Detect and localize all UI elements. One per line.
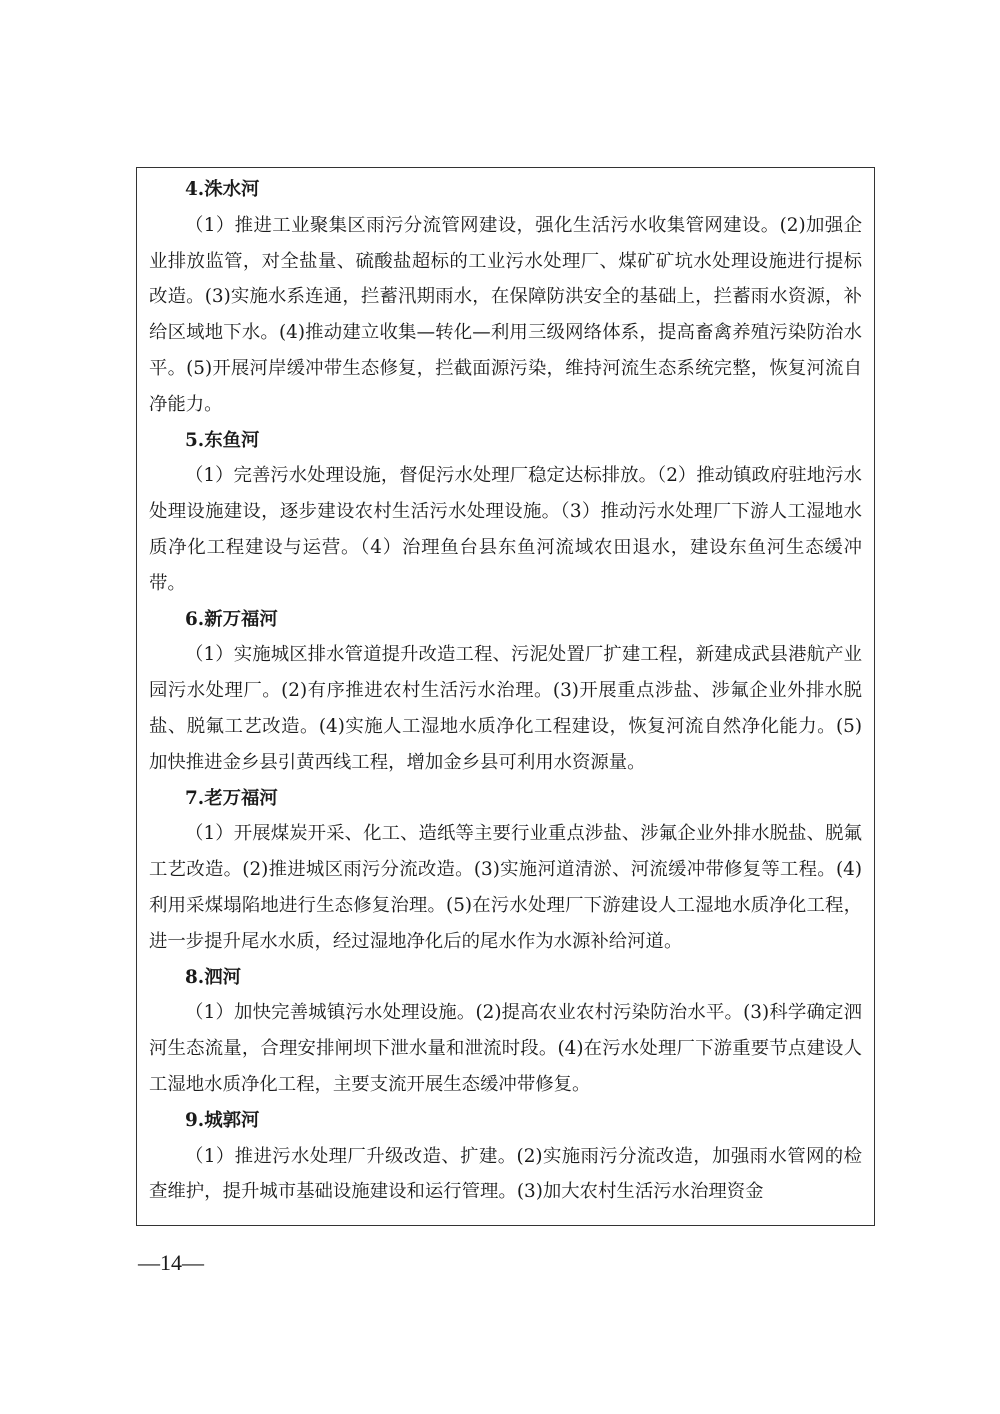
section-title-dongyu-river: 5.东鱼河 bbox=[185, 429, 260, 451]
section-title-xinwanfu-river: 6.新万福河 bbox=[185, 608, 278, 630]
section-body-si-river: （1）加快完善城镇污水处理设施。(2)提高农业农村污染防治水平。(3)科学确定泗河生态流量，合理安排闸坝下泄水量和泄流时段。(4)在污水处理厂下游重要节点建设人工湿地水质净化工程，主要支流开展生态缓冲带修复。 bbox=[149, 1002, 862, 1095]
section-body-laowanfu-river: （1）开展煤炭开采、化工、造纸等主要行业重点涉盐、涉氟企业外排水脱盐、脱氟工艺改造。(2)推进城区雨污分流改造。(3)实施河道清淤、河流缓冲带修复等工程。(4)利用采煤塌陷地进行生态修复治理。(5)在污水处理厂下游建设人工湿地水质净化工程，进一步提升尾水水质，经过湿地净化后的尾水作为水源补给河道。 bbox=[149, 823, 862, 952]
section-body-xinwanfu-river: （1）实施城区排水管道提升改造工程、污泥处置厂扩建工程，新建成武县港航产业园污水处理厂。(2)有序推进农村生活污水治理。(3)开展重点涉盐、涉氟企业外排水脱盐、脱氟工艺改造。(4)实施人工湿地水质净化工程建设，恢复河流自然净化能力。(5)加快推进金乡县引黄西线工程，增加金乡县可利用水资源量。 bbox=[149, 644, 862, 773]
section-title-zhushui-river: 4.洙水河 bbox=[185, 179, 260, 200]
document-content bbox=[149, 172, 862, 1210]
section-title-si-river: 8.泗河 bbox=[185, 966, 241, 988]
content-box bbox=[136, 167, 875, 1226]
section-title-laowanfu-river: 7.老万福河 bbox=[185, 787, 278, 809]
section-body-zhushui-river: （1）推进工业聚集区雨污分流管网建设，强化生活污水收集管网建设。(2)加强企业排放监管，对全盐量、硫酸盐超标的工业污水处理厂、煤矿矿坑水处理设施进行提标改造。(3)实施水系连通，拦蓄汛期雨水，在保障防洪安全的基础上，拦蓄雨水资源，补给区域地下水。(4)推动建立收集—转化—利用三级网络体系，提高畜禽养殖污染防治水平。(5)开展河岸缓冲带生态修复，拦截面源污染，维持河流生态系统完整，恢复河流自净能力。 bbox=[149, 214, 862, 415]
section-body-dongyu-river: （1）完善污水处理设施，督促污水处理厂稳定达标排放。（2）推动镇政府驻地污水处理设施建设，逐步建设农村生活污水处理设施。（3）推动污水处理厂下游人工湿地水质净化工程建设与运营。（4）治理鱼台县东鱼河流域农田退水，建设东鱼河生态缓冲带。 bbox=[149, 465, 862, 594]
section-body-chengguo-river: （1）推进污水处理厂升级改造、扩建。(2)实施雨污分流改造，加强雨水管网的检查维护，提升城市基础设施建设和运行管理。(3)加大农村生活污水治理资金 bbox=[149, 1145, 862, 1203]
page-number: —14— bbox=[138, 1250, 204, 1275]
section-title-chengguo-river: 9.城郭河 bbox=[185, 1109, 260, 1131]
